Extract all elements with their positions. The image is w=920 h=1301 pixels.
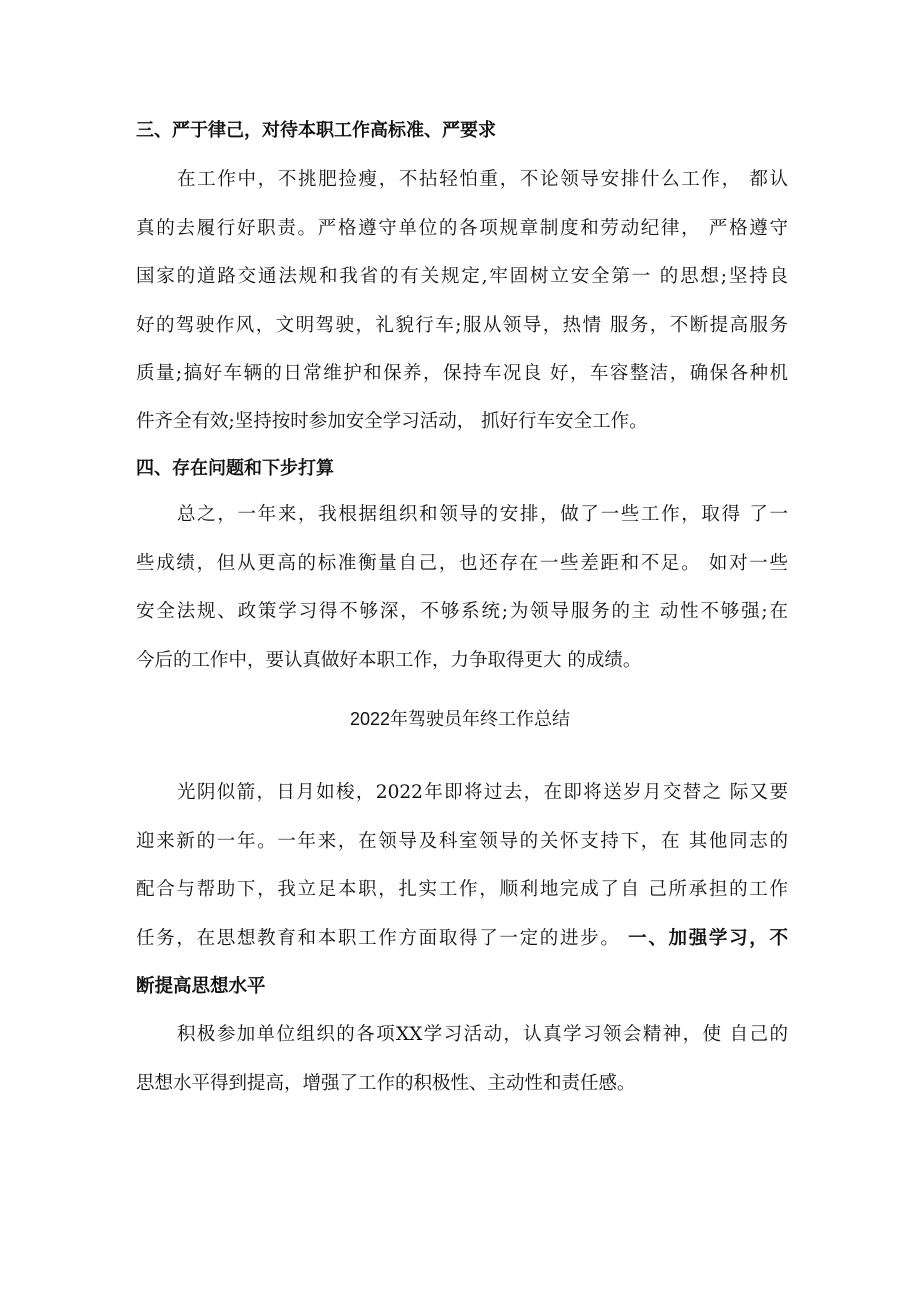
section-3-heading: 三、严于律己，对待本职工作高标准、严要求 [136,120,496,141]
paragraph-line: 迎来新的一年。一年来，在领导及科室领导的关怀支持下，在 其他同志的 [136,831,788,852]
paragraph-line: 好的驾驶作风，文明驾驶，礼貌行车;服从领导，热情 服务，不断提高服务 [136,315,788,336]
paragraph-text: 任务，在思想教育和本职工作方面取得了一定的进步。 [136,928,621,949]
paragraph-line: 总之，一年来，我根据组织和领导的安排，做了一些工作，取得 了一 [177,504,788,525]
document-title: 2022年驾驶员年终工作总结 [349,709,571,729]
section-4-heading: 四、存在问题和下步打算 [136,458,334,479]
paragraph-line: 思想水平得到提高，增强了工作的积极性、主动性和责任感。 [136,1073,636,1094]
paragraph-line: 国家的道路交通法规和我省的有关规定,牢固树立安全第一 的思想;坚持良 [136,266,788,287]
paragraph-line: 光阴似箭，日月如梭，2022年即将过去，在即将送岁月交替之 际又要 [177,782,788,803]
paragraph-line: 在工作中，不挑肥捡瘦，不拈轻怕重，不论领导安排什么工作， 都认 [177,169,788,190]
paragraph-line: 件齐全有效;坚持按时参加安全学习活动， 抓好行车安全工作。 [136,411,648,432]
paragraph-line: 安全法规、政策学习得不够深，不够系统;为领导服务的主 动性不够强;在 [136,601,788,622]
paragraph-line: 今后的工作中，要认真做好本职工作，力争取得更大 的成绩。 [136,650,642,671]
section-1-heading-end [136,974,788,1000]
section-1-heading-start: 一、加强学习，不 [628,928,788,949]
paragraph-line-with-heading [136,926,788,952]
paragraph-line: 质量;搞好车辆的日常维护和保养，保持车况良 好，车容整洁，确保各种机 [136,363,788,384]
section-1-heading-text: 断提高思想水平 [136,976,266,997]
paragraph-line: 配合与帮助下，我立足本职，扎实工作，顺利地完成了自 己所承担的工作 [136,879,788,900]
paragraph-line: 些成绩，但从更高的标准衡量自己，也还存在一些差距和不足。 如对一些 [136,553,788,574]
paragraph-line: 积极参加单位组织的各项XX学习活动，认真学习领会精神，使 自己的 [177,1024,788,1045]
paragraph-line: 真的去履行好职责。严格遵守单位的各项规章制度和劳动纪律， 严格遵守 [136,218,788,239]
